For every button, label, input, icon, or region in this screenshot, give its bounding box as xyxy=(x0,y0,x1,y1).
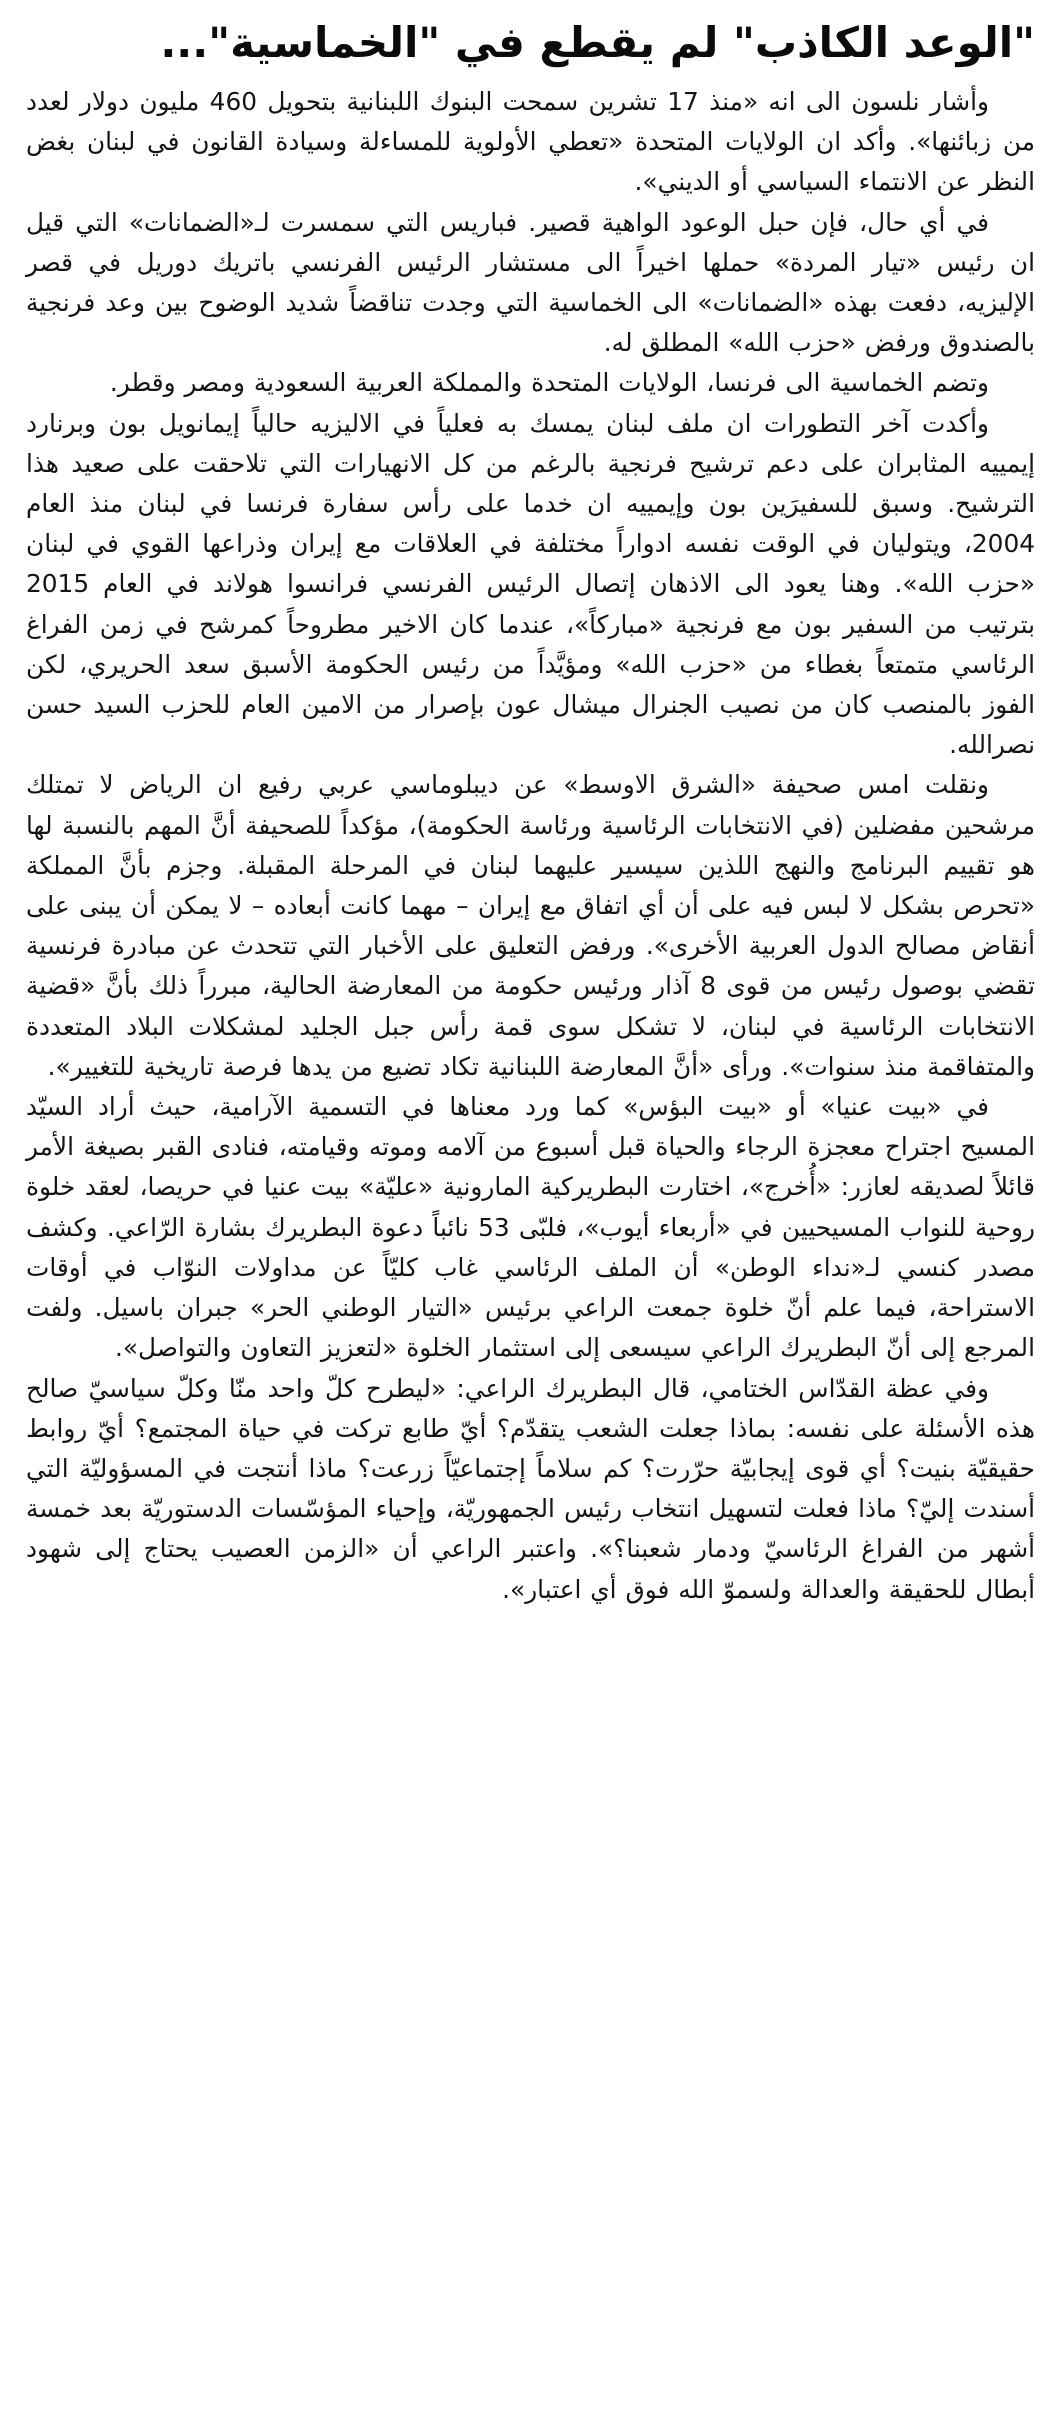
article-headline: "الوعد الكاذب" لم يقطع في "الخماسية"... xyxy=(160,18,1035,67)
article-paragraph: في «بيت عنيا» أو «بيت البؤس» كما ورد معناها في التسمية الآرامية، حيث أراد السيّد المسيح اجتراح معجزة الرجاء والحياة قبل أسبوع من آلامه وموته وقيامته، فنادى القبر بصيغة الأمر قائلاً لصديقه لعازر: «أُخرج»، اختارت البطريركية المارونية «عليّة» بيت عنيا في حريصا، لعقد خلوة روحية للنواب المسيحيين في «أربعاء أيوب»، فلبّى 53 نائباً دعوة البطريرك بشارة الرّاعي. وكشف مصدر كنسي لـ«نداء الوطن» أن الملف الرئاسي غاب كليّاً عن مداولات النوّاب في أوقات الاستراحة، فيما علم أنّ خلوة جمعت الراعي برئيس «التيار الوطني الحر» جبران باسيل. ولفت المرجع إلى أنّ البطريرك الراعي سيسعى إلى استثمار الخلوة «لتعزيز التعاون والتواصل». xyxy=(26,1092,1035,1363)
article-paragraph: وتضم الخماسية الى فرنسا، الولايات المتحدة والمملكة العربية السعودية ومصر وقطر. xyxy=(109,368,989,398)
article-paragraph: في أي حال، فإن حبل الوعود الواهية قصير. فباريس التي سمسرت لـ«الضمانات» التي قيل ان رئيس «تيار المردة» حملها اخيراً الى مستشار الرئيس الفرنسي باتريك دوريل في قصر الإليزيه، دفعت بهذه «الضمانات» الى الخماسية التي وجدت تناقضاً شديد الوضوح بين وعد فرنجية بالصندوق ورفض «حزب الله» المطلق له. xyxy=(26,207,1035,358)
article-paragraph: وأكدت آخر التطورات ان ملف لبنان يمسك به فعلياً في الاليزيه حالياً إيمانويل بون وبرنارد إيمييه المثابران على دعم ترشيح فرنجية بالرغم من كل الانهيارات التي تلاحقت على صعيد هذا الترشيح. وسبق للسفيرَين بون وإيمييه ان خدما على رأس سفارة فرنسا في لبنان منذ العام 2004، ويتوليان في الوقت نفسه ادواراً مختلفة في العلاقات مع إيران وذراعها القوي في لبنان «حزب الله». وهنا يعود الى الاذهان إتصال الرئيس الفرنسي فرانسوا هولاند في العام 2015 بترتيب من السفير بون مع فرنجية «مباركاً»، عندما كان الاخير مطروحاً كمرشح في زمن الفراغ الرئاسي متمتعاً بغطاء من «حزب الله» ومؤيَّداً من رئيس الحكومة الأسبق سعد الحريري، لكن الفوز بالمنصب كان من نصيب الجنرال ميشال عون بإصرار من الامين العام للحزب السيد حسن نصرالله. xyxy=(26,408,1035,760)
article-paragraph: وفي عظة القدّاس الختامي، قال البطريرك الراعي: «ليطرح كلّ واحد منّا وكلّ سياسيّ صالح هذه الأسئلة على نفسه: بماذا جعلت الشعب يتقدّم؟ أيّ طابع تركت في حياة المجتمع؟ أيّ روابط حقيقيّة بنيت؟ أي قوى إيجابيّة حرّرت؟ كم سلاماً إجتماعيّاً زرعت؟ ماذا أنتجت في المسؤوليّة التي أسندت إليّ؟ ماذا فعلت لتسهيل انتخاب رئيس الجمهوريّة، وإحياء المؤسّسات الدستوريّة بعد خمسة أشهر من الفراغ الرئاسيّ ودمار شعبنا؟». واعتبر الراعي أن «الزمن العصيب يحتاج إلى شهود أبطال للحقيقة والعدالة ولسموّ الله فوق أي اعتبار». xyxy=(26,1373,1035,1604)
article-paragraph: وأشار نلسون الى انه «منذ 17 تشرين سمحت البنوك اللبنانية بتحويل 460 مليون دولار لعدد من زبائنها». وأكد ان الولايات المتحدة «تعطي الأولوية للمساءلة وسيادة القانون في لبنان بغض النظر عن الانتماء السياسي أو الديني». xyxy=(26,87,1035,197)
article-body xyxy=(26,82,1035,1610)
article-paragraph: ونقلت امس صحيفة «الشرق الاوسط» عن ديبلوماسي عربي رفيع ان الرياض لا تمتلك مرشحين مفضلين (في الانتخابات الرئاسية ورئاسة الحكومة)، مؤكداً للصحيفة أنَّ المهم بالنسبة لها هو تقييم البرنامج والنهج اللذين سيسير عليهما لبنان في المرحلة المقبلة. وجزم بأنَّ المملكة «تحرص بشكل لا لبس فيه على أن أي اتفاق مع إيران – مهما كانت أبعاده – لا يمكن أن يبنى على أنقاض مصالح الدول العربية الأخرى». ورفض التعليق على الأخبار التي تتحدث عن مبادرة فرنسية تقضي بوصول رئيس من قوى 8 آذار ورئيس حكومة من المعارضة الحالية، مبرراً ذلك بأنَّ «قضية الانتخابات الرئاسية في لبنان، لا تشكل سوى قمة رأس جبل الجليد لمشكلات البلاد المتعددة والمتفاقمة منذ سنوات». ورأى «أنَّ المعارضة اللبنانية تكاد تضيع من يدها فرصة تاريخية للتغيير». xyxy=(26,770,1035,1081)
